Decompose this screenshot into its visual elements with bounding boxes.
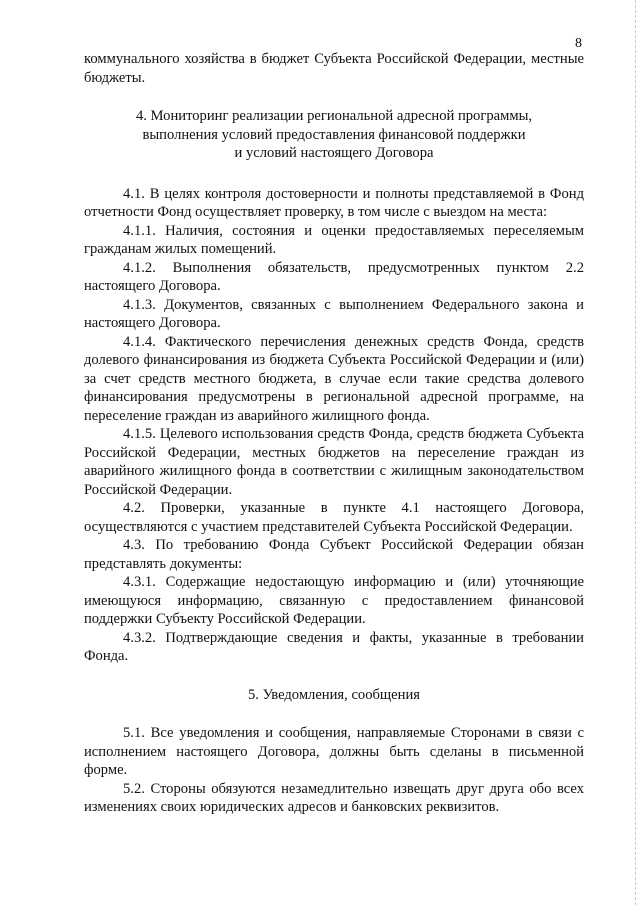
section-4-heading	[84, 107, 584, 163]
paragraph-5-1: 5.1. Все уведомления и сообщения, направляемые Сторонами в связи с исполнением настоящего Договора, должны быть сделаны в письменной форме.	[84, 725, 584, 778]
paragraph-4-1-1: 4.1.1. Наличия, состояния и оценки предоставляемых переселяемым гражданам жилых помещений.	[84, 222, 584, 257]
paragraph-4-1-5: 4.1.5. Целевого использования средств Фонда, средств бюджета Субъекта Российской Федерации, местных бюджетов на переселение граждан из аварийного жилищного фонда в соответствии с жилищным законодательством Российской Федерации.	[84, 426, 584, 498]
section-4-heading-line: выполнения условий предоставления финансовой поддержки	[142, 126, 526, 143]
paragraph-4-2: 4.2. Проверки, указанные в пункте 4.1 настоящего Договора, осуществляются с участием представителей Субъекта Российской Федерации.	[84, 500, 584, 535]
section-4-heading-line: и условий настоящего Договора	[234, 145, 434, 161]
section-5-heading: 5. Уведомления, сообщения	[248, 686, 420, 703]
paragraph-4-1-4: 4.1.4. Фактического перечисления денежных средств Фонда, средств долевого финансирования из бюджета Субъекта Российской Федерации и (или) за счет средств местного бюджета, в случае если такие средства долевого финансирования предусмотрены в региональной адресной программе, на переселение граждан из аварийного жилищного фонда.	[84, 333, 584, 424]
paragraph-4-1: 4.1. В целях контроля достоверности и полноты представляемой в Фонд отчетности Фонд осуществляет проверку, в том числе с выездом на места:	[84, 185, 584, 220]
intro-paragraph: коммунального хозяйства в бюджет Субъекта Российской Федерации, местные бюджеты.	[84, 51, 584, 86]
paragraph-4-3-1: 4.3.1. Содержащие недостающую информацию и (или) уточняющие имеющуюся информацию, связанную с предоставлением финансовой поддержки Субъекту Российской Федерации.	[84, 574, 584, 627]
paragraph-4-3-2: 4.3.2. Подтверждающие сведения и факты, указанные в требовании Фонда.	[84, 629, 584, 664]
paragraph-5-2: 5.2. Стороны обязуются незамедлительно извещать друг друга обо всех изменениях своих юридических адресов и банковских реквизитов.	[84, 780, 584, 815]
paragraph-4-1-2: 4.1.2. Выполнения обязательств, предусмотренных пунктом 2.2 настоящего Договора.	[84, 259, 584, 294]
page-number: 8	[575, 36, 582, 51]
paragraph-4-3: 4.3. По требованию Фонда Субъект Российской Федерации обязан представлять документы:	[84, 537, 584, 572]
paragraph-4-1-3: 4.1.3. Документов, связанных с выполнением Федерального закона и настоящего Договора.	[84, 296, 584, 331]
document-body	[84, 50, 584, 817]
section-4-heading-line: 4. Мониторинг реализации региональной адресной программы,	[135, 108, 533, 124]
